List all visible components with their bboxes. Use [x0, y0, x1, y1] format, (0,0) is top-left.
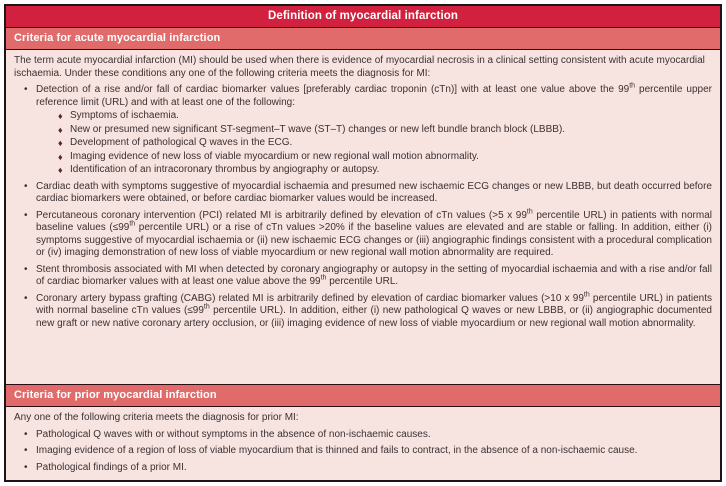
bullet-marker: • — [24, 180, 28, 192]
bullet-item — [24, 181, 712, 206]
subbullet-item — [58, 151, 712, 164]
diamond-marker: ♦ — [58, 138, 63, 148]
subbullet-text: New or presumed new significant ST-segment–T wave (ST–T) changes or new left bundle branch block (LBBB). — [70, 123, 566, 135]
bullet-marker: • — [24, 263, 28, 275]
table-title-bar — [6, 6, 720, 28]
bullet-text: Percutaneous coronary intervention (PCI) related MI is arbitrarily defined by elevation of cTn values (>5 x 99th percentile URL) in patients with normal baseline values (≤99th percentile URL) or a rise of cTn values >20% if the baseline values are elevated and are stable or falling. In addition, either (i) symptoms suggestive of myocardial ischaemia or (ii) new ischaemic ECG changes or (iii) angiographic findings consistent with a procedural complication or (iv) imaging demonstration of new loss of viable myocardium or new regional wall motion abnormality are required. — [36, 208, 713, 258]
section-header-prior-label: Criteria for prior myocardial infarction — [14, 389, 217, 401]
bullet-marker: • — [24, 445, 28, 456]
subbullet-item — [58, 110, 712, 123]
diamond-marker: ♦ — [58, 111, 63, 121]
subbullet-item — [58, 164, 712, 177]
section-header-acute-label: Criteria for acute myocardial infarction — [14, 32, 221, 44]
bullet-item — [24, 429, 712, 442]
bullet-item — [24, 84, 712, 109]
diamond-marker: ♦ — [58, 165, 63, 175]
bullet-text: Pathological findings of a prior MI. — [36, 461, 187, 473]
subbullet-text: Development of pathological Q waves in the ECG. — [70, 137, 293, 148]
bullet-item — [24, 264, 712, 289]
bullet-text: Detection of a rise and/or fall of cardiac biomarker values [preferably cardiac troponin (cTn)] with at least one value above the 99th percentile upper reference limit (URL) and with at least one of the following: — [36, 82, 712, 108]
diamond-marker: ♦ — [58, 124, 63, 135]
section-header-acute — [6, 28, 720, 50]
bullet-marker: • — [24, 84, 28, 95]
bullet-text: Stent thrombosis associated with MI when detected by coronary angiography or autopsy in the setting of myocardial ischaemia and with a rise and/or fall of cardiac biomarker values with at least one value above the 99th percentile URL. — [36, 263, 712, 287]
bullet-text: Cardiac death with symptoms suggestive of myocardial ischaemia and presumed new ischaemic ECG changes or new LBBB, but death occurred before cardiac biomarkers were obtained, or before cardiac biomarker values would be increased. — [36, 180, 712, 204]
subbullet-text: Identification of an intracoronary thrombus by angiography or autopsy. — [70, 164, 380, 175]
bullet-text: Coronary artery bypass grafting (CABG) related MI is arbitrarily defined by elevation of cardiac biomarker values (>10 x 99th percentile URL) in patients with normal baseline cTn values (≤99th percentile URL). In addition, either (i) new pathological Q waves or new LBBB, or (ii) angiographic documented new graft or new native coronary artery occlusion, or (iii) imaging evidence of new loss of viable myocardium or new regional wall motion abnormality. — [36, 291, 712, 329]
section-header-prior — [6, 384, 720, 407]
bullet-marker: • — [24, 209, 28, 221]
prior-intro-paragraph: Any one of the following criteria meets the diagnosis for prior MI: — [14, 412, 299, 423]
bullet-item — [24, 462, 712, 475]
subbullet-text: Symptoms of ischaemia. — [70, 110, 179, 121]
bullet-marker: • — [24, 292, 28, 304]
bullet-item — [24, 445, 712, 458]
section-body-prior — [6, 407, 720, 480]
acute-intro-paragraph: The term acute myocardial infarction (MI) should be used when there is evidence of myocardial necrosis in a clinical setting consistent with acute myocardial ischaemia. Under these conditions any one of the following criteria meets the diagnosis for MI: — [14, 55, 705, 79]
bullet-marker: • — [24, 461, 28, 473]
bullet-text: Pathological Q waves with or without symptoms in the absence of non-ischaemic causes. — [36, 428, 431, 440]
subbullet-item — [58, 124, 712, 137]
subbullet-text: Imaging evidence of new loss of viable myocardium or new regional wall motion abnormality. — [70, 150, 479, 162]
bullet-item — [24, 293, 712, 331]
subbullet-item — [58, 137, 712, 150]
diamond-marker: ♦ — [58, 151, 63, 162]
bullet-marker: • — [24, 428, 28, 440]
bullet-item — [24, 210, 712, 260]
mi-definition-table — [4, 4, 722, 482]
section-body-acute — [6, 50, 720, 384]
table-title: Definition of myocardial infarction — [267, 10, 459, 22]
bullet-text: Imaging evidence of a region of loss of viable myocardium that is thinned and fails to contract, in the absence of a non-ischaemic cause. — [36, 445, 638, 456]
